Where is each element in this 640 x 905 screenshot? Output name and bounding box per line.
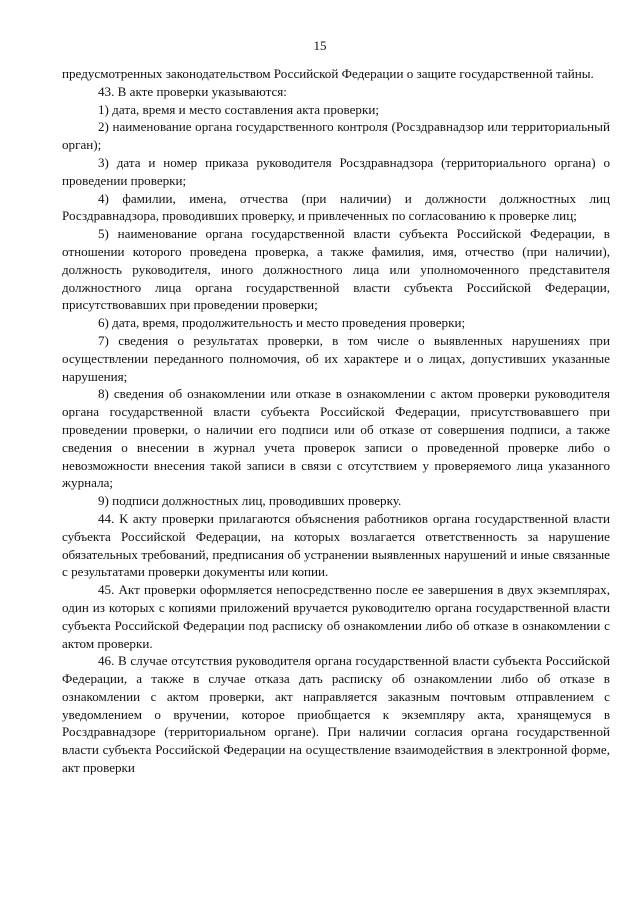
paragraph-45: 45. Акт проверки оформляется непосредственно после ее завершения в двух экземплярах, один из которых с копиями приложений вручается руководителю органа государственной власти субъекта Российской Федерации под расписку об ознакомлении либо об отказе в ознакомлении с актом проверки. (62, 582, 610, 651)
list-item-4: 4) фамилии, имена, отчества (при наличии) и должности должностных лиц Росздравнадзора, проводивших проверку, и привлеченных по согласованию к проверке лиц; (62, 190, 610, 224)
paragraph-43-heading: 43. В акте проверки указываются: (98, 83, 287, 99)
paragraph-44: 44. К акту проверки прилагаются объяснения работников органа государственной власти субъекта Российской Федерации, на которых возлагается ответственность за нарушение обязательных требований, предписания об устранении выявленных нарушений и иные связанные с результатами проверки документы или копии. (62, 510, 610, 580)
list-item-3: 3) дата и номер приказа руководителя Росздравнадзора (территориального органа) о проведении проверки; (62, 154, 610, 188)
list-item-8: 8) сведения об ознакомлении или отказе в ознакомлении с актом проверки руководителя органа государственной власти субъекта Российской Федерации, присутствовавшего при проведении проверки, о наличии его подписи или об отказе от совершения подписи, а также сведения о внесении в журнал учета проверок записи о проведенной проверке либо о невозможности внесения такой записи в связи с отсутствием у проверяемого лица указанного журнала; (62, 386, 610, 491)
paragraph-continuation: предусмотренных законодательством Российской Федерации о защите государственной тайны. (62, 66, 594, 81)
list-item-1: 1) дата, время и место составления акта проверки; (98, 101, 379, 117)
list-item-7: 7) сведения о результатах проверки, в том числе о выявленных нарушениях при осуществлении переданного полномочия, об их характере и о лицах, допустивших указанные нарушения; (62, 332, 610, 384)
list-item-5: 5) наименование органа государственной власти субъекта Российской Федерации, в отношении которого проведена проверка, а также фамилия, имя, отчество (при наличии), должность руководителя, иного должностного лица или уполномоченного представителя должностного лица органа государственной власти субъекта Российской Федерации, присутствовавших при проведении проверки; (62, 226, 610, 313)
page-number: 15 (313, 38, 327, 53)
list-item-6: 6) дата, время, продолжительность и место проведения проверки; (98, 315, 466, 331)
document-body (62, 65, 610, 777)
list-item-2: 2) наименование органа государственного контроля (Росздравнадзор или территориальный орган); (62, 119, 610, 153)
list-item-9: 9) подписи должностных лиц, проводивших проверку. (98, 493, 402, 509)
paragraph-46: 46. В случае отсутствия руководителя органа государственной власти субъекта Российской Федерации, а также в случае отказа дать расписку об ознакомлении либо об отказе в ознакомлении с актом проверки, акт направляется заказным почтовым отправлением с уведомлением о вручении, которое приобщается к экземпляру акта, хранящемуся в Росздравнадзоре (территориальном органе). При наличии согласия органа государственной власти субъекта Российской Федерации на осуществление взаимодействия в электронной форме, акт проверки (62, 653, 610, 776)
